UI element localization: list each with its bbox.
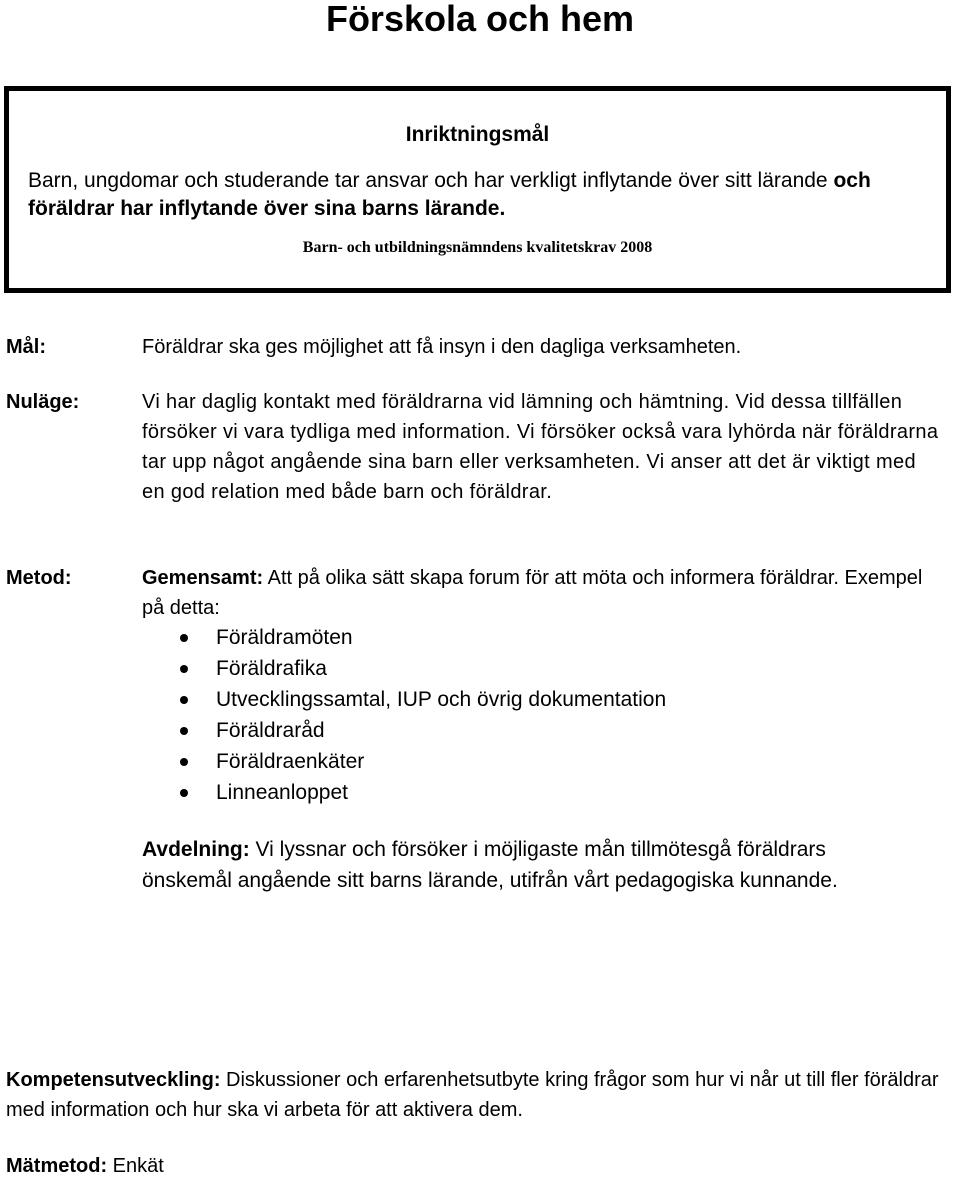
- list-item-text: Föräldraenkäter: [216, 750, 365, 773]
- list-item: [142, 777, 666, 808]
- list-item-text: Föräldraråd: [216, 719, 325, 742]
- bullet-icon: [180, 696, 188, 704]
- metod-label: Metod:: [6, 567, 72, 589]
- bullet-icon: [180, 665, 188, 673]
- matmetod-label: Mätmetod:: [6, 1155, 108, 1177]
- method-list: [142, 622, 666, 808]
- nulage-label: Nuläge:: [6, 391, 80, 413]
- list-item-text: Föräldrafika: [216, 657, 327, 680]
- matmetod-paragraph: [6, 1151, 946, 1181]
- list-item-text: Linneanloppet: [216, 781, 348, 804]
- bullet-icon: [180, 634, 188, 642]
- nulage-text: Vi har daglig kontakt med föräldrarna vid lämning och hämtning. Vid dessa tillfällen försöker vi vara tydliga med information. Vi försöker också vara lyhörda när föräldrarna tar upp något angående sina barn eller verksamheten. Vi anser att det är viktigt med en god relation med både barn och föräldrar.: [142, 391, 939, 503]
- goal-heading: Inriktningsmål: [405, 123, 550, 146]
- goal-box: [4, 86, 951, 293]
- metod-lead: [142, 563, 932, 623]
- list-item: [142, 684, 666, 715]
- goal-text-bold: och föräldrar har inflytande över sina barns lärande.: [28, 169, 871, 220]
- bullet-icon: [180, 727, 188, 735]
- goal-text: [28, 167, 928, 223]
- kompetens-text: Diskussioner och erfarenhetsutbyte kring frågor som hur vi når ut till fler föräldrar med information och hur ska vi arbeta för att aktivera dem.: [6, 1069, 939, 1121]
- bullet-icon: [180, 789, 188, 797]
- metod-lead-text: Att på olika sätt skapa forum för att möta och informera föräldrar. Exempel på detta:: [142, 567, 923, 619]
- bullet-icon: [180, 758, 188, 766]
- page-title: Förskola och hem: [325, 0, 635, 39]
- mal-text: Föräldrar ska ges möjlighet att få insyn i den dagliga verksamheten.: [142, 336, 742, 358]
- avdelning-paragraph: [142, 834, 852, 896]
- mal-label: Mål:: [6, 336, 46, 358]
- list-item: [142, 653, 666, 684]
- kompetens-paragraph: [6, 1065, 946, 1125]
- metod-lead-bold: Gemensamt:: [142, 567, 264, 589]
- kompetens-label: Kompetensutveckling:: [6, 1069, 221, 1091]
- matmetod-text: Enkät: [107, 1155, 164, 1177]
- list-item: [142, 622, 666, 653]
- goal-caption: Barn- och utbildningsnämndens kvalitetskrav 2008: [302, 239, 653, 256]
- list-item: [142, 715, 666, 746]
- goal-text-plain: Barn, ungdomar och studerande tar ansvar och har verkligt inflytande över sitt lärande: [28, 169, 834, 192]
- list-item-text: Utvecklingssamtal, IUP och övrig dokumentation: [216, 688, 667, 711]
- avdelning-label: Avdelning:: [142, 838, 250, 861]
- list-item-text: Föräldramöten: [216, 626, 353, 649]
- list-item: [142, 746, 666, 777]
- avdelning-text: Vi lyssnar och försöker i möjligaste mån tillmötesgå föräldrars önskemål angående sitt barns lärande, utifrån vårt pedagogiska kunnande.: [142, 838, 838, 892]
